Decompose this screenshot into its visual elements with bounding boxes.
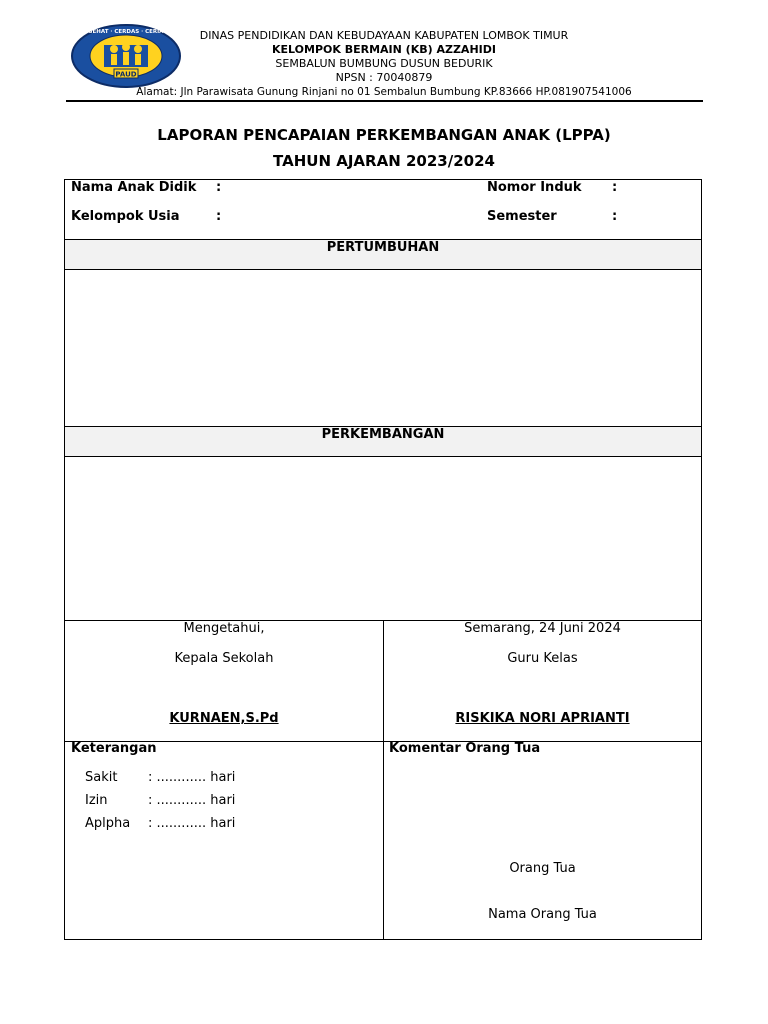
report-title: LAPORAN PENCAPAIAN PERKEMBANGAN ANAK (LPPA)	[157, 126, 611, 144]
semester-colon: :	[612, 209, 618, 224]
school-location: SEMBALUN BUMBUNG DUSUN BEDURIK	[275, 57, 493, 70]
agency-name: DINAS PENDIDIKAN DAN KEBUDAYAAN KABUPATEN LOMBOK TIMUR	[199, 29, 569, 42]
logo-top-text: SEHAT · CERDAS · CERIA	[88, 29, 164, 35]
principal-name: KURNAEN,S.Pd	[169, 711, 279, 726]
development-header	[64, 426, 702, 457]
sick-value: : ............ hari	[148, 770, 236, 785]
growth-content-area	[64, 269, 702, 427]
parent-comment-title: Komentar Orang Tua	[389, 741, 541, 756]
development-content-area	[64, 456, 702, 621]
student-name-label: Nama Anak Didik	[71, 180, 197, 195]
permission-value: : ............ hari	[148, 793, 236, 808]
header-divider	[66, 100, 703, 102]
notes-title: Keterangan	[71, 741, 157, 756]
growth-header	[64, 239, 702, 270]
acknowledged-label: Mengetahui,	[183, 621, 265, 636]
report-year: TAHUN AJARAN 2023/2024	[273, 152, 495, 170]
parent-role: Orang Tua	[509, 861, 576, 876]
student-name-colon: :	[216, 180, 222, 195]
teacher-name: RISKIKA NORI APRIANTI	[455, 711, 630, 726]
place-date: Semarang, 24 Juni 2024	[464, 621, 621, 636]
school-address: Alamat: Jln Parawisata Gunung Rinjani no 01 Sembalun Bumbung KP.83666 HP.081907541006	[136, 86, 632, 98]
permission-label: Izin	[85, 793, 108, 808]
absent-label: Aplpha	[85, 816, 131, 831]
growth-title: PERTUMBUHAN	[326, 240, 440, 255]
student-id-colon: :	[612, 180, 618, 195]
logo-bottom-text: PAUD	[115, 70, 137, 79]
teacher-role: Guru Kelas	[507, 651, 578, 666]
age-group-colon: :	[216, 209, 222, 224]
school-npsn: NPSN : 70040879	[335, 71, 433, 84]
absent-value: : ............ hari	[148, 816, 236, 831]
development-title: PERKEMBANGAN	[321, 427, 445, 442]
semester-label: Semester	[487, 209, 557, 224]
age-group-label: Kelompok Usia	[71, 209, 180, 224]
sick-label: Sakit	[85, 770, 118, 785]
student-id-label: Nomor Induk	[487, 180, 582, 195]
principal-role: Kepala Sekolah	[174, 651, 274, 666]
parent-name: Nama Orang Tua	[488, 907, 597, 922]
school-name: KELOMPOK BERMAIN (KB) AZZAHIDI	[272, 43, 496, 56]
